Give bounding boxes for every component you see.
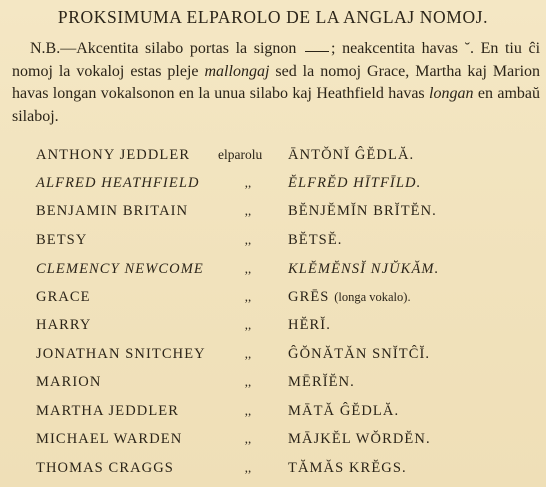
english-name: JONATHAN SNITCHEY xyxy=(36,346,206,362)
ditto-mark: ,, xyxy=(244,317,252,332)
english-name: ANTHONY JEDDLER xyxy=(36,147,191,163)
english-name: MARION xyxy=(36,374,102,390)
ditto-mark: ,, xyxy=(244,431,252,446)
note-period: . xyxy=(469,40,474,57)
english-name: HARRY xyxy=(36,317,92,333)
esperanto-pronunciation: BĔTSĔ. xyxy=(288,232,343,248)
name-row-marion xyxy=(0,371,546,397)
esperanto-pronunciation: ĀNTŎNĬ ĜĔDLĂ. xyxy=(288,147,415,163)
note-italic-longan: longan xyxy=(429,85,474,102)
name-row-betsy xyxy=(0,229,546,255)
name-row-thomas-craggs xyxy=(0,457,546,483)
name-row-clemency-newcome xyxy=(0,258,546,284)
esperanto-pronunciation: BĔNJĔMĬN BRĬTĔN. xyxy=(288,203,437,219)
ditto-mark: ,, xyxy=(244,460,252,475)
note-line2-c: en ambaŭ silaboj. xyxy=(12,85,541,125)
esperanto-pronunciation: KLĔMĔNSĬ NJŬKĂM. xyxy=(288,261,440,277)
ditto-mark: ,, xyxy=(244,289,252,304)
note-italic-mallongaj: mallongaj xyxy=(204,62,270,80)
long-accent-mark-icon xyxy=(305,41,329,52)
name-row-harry xyxy=(0,314,546,340)
name-row-grace xyxy=(0,286,546,312)
name-row-anthony-jeddler xyxy=(0,144,546,170)
page-title: PROKSIMUMA ELPAROLO DE LA ANGLAJ NOMOJ. xyxy=(57,7,489,27)
english-name: MICHAEL WARDEN xyxy=(36,431,183,447)
esperanto-pronunciation: MĀTĂ ĜĔDLĂ. xyxy=(288,403,400,419)
ditto-mark: ,, xyxy=(244,374,252,389)
esperanto-pronunciation: TĂMĂS KRĔGS. xyxy=(288,460,407,476)
esperanto-pronunciation: ĜŎNĂTĂN SNĬTĈĬ. xyxy=(288,346,431,362)
pronunciation-note xyxy=(12,38,540,128)
ditto-mark: ,, xyxy=(244,261,252,276)
ditto-mark: ,, xyxy=(244,346,252,361)
esperanto-pronunciation: MĒRĬĔN. xyxy=(288,374,355,390)
note-line2-b: sed la nomoj Grace, Martha kaj Marion havas longan vokalsonon en la unua silabo kaj Heathfield havas xyxy=(12,62,541,102)
note-paragraph xyxy=(12,38,540,128)
name-row-michael-warden xyxy=(0,428,546,454)
pronunciation-remark: (longa vokalo). xyxy=(334,290,411,304)
elparolu-label: elparolu xyxy=(218,147,263,162)
name-row-benjamin-britain xyxy=(0,200,546,226)
english-name: GRACE xyxy=(36,289,91,305)
name-row-alfred-heathfield xyxy=(0,172,546,198)
esperanto-pronunciation xyxy=(288,286,411,308)
ditto-mark: ,, xyxy=(244,203,252,218)
name-row-martha-jeddler xyxy=(0,400,546,426)
english-name: ALFRED HEATHFIELD xyxy=(36,175,200,191)
note-line2-a: En tiu ĉi nomoj la vokaloj estas pleje xyxy=(12,40,541,80)
english-name: THOMAS CRAGGS xyxy=(36,460,174,476)
english-name: CLEMENCY NEWCOME xyxy=(36,261,204,277)
english-name: MARTHA JEDDLER xyxy=(36,403,180,419)
esperanto-word: GRĒS xyxy=(288,289,330,305)
note-lead: N.B.—Akcentita silabo portas la signon xyxy=(30,40,297,57)
ditto-mark: ,, xyxy=(244,232,252,247)
esperanto-pronunciation: MĀJKĔL WŎRDĔN. xyxy=(288,431,431,447)
ditto-mark: ,, xyxy=(244,175,252,190)
english-name: BENJAMIN BRITAIN xyxy=(36,203,189,219)
esperanto-pronunciation: ĔLFRĔD HĪTFĪLD. xyxy=(288,175,422,191)
name-row-jonathan-snitchey xyxy=(0,343,546,369)
short-accent-mark: ˘ xyxy=(464,40,470,57)
esperanto-pronunciation: HĔRĬ. xyxy=(288,317,331,333)
note-after-long: ; neakcentita havas xyxy=(331,40,458,57)
english-name: BETSY xyxy=(36,232,88,248)
ditto-mark: ,, xyxy=(244,403,252,418)
